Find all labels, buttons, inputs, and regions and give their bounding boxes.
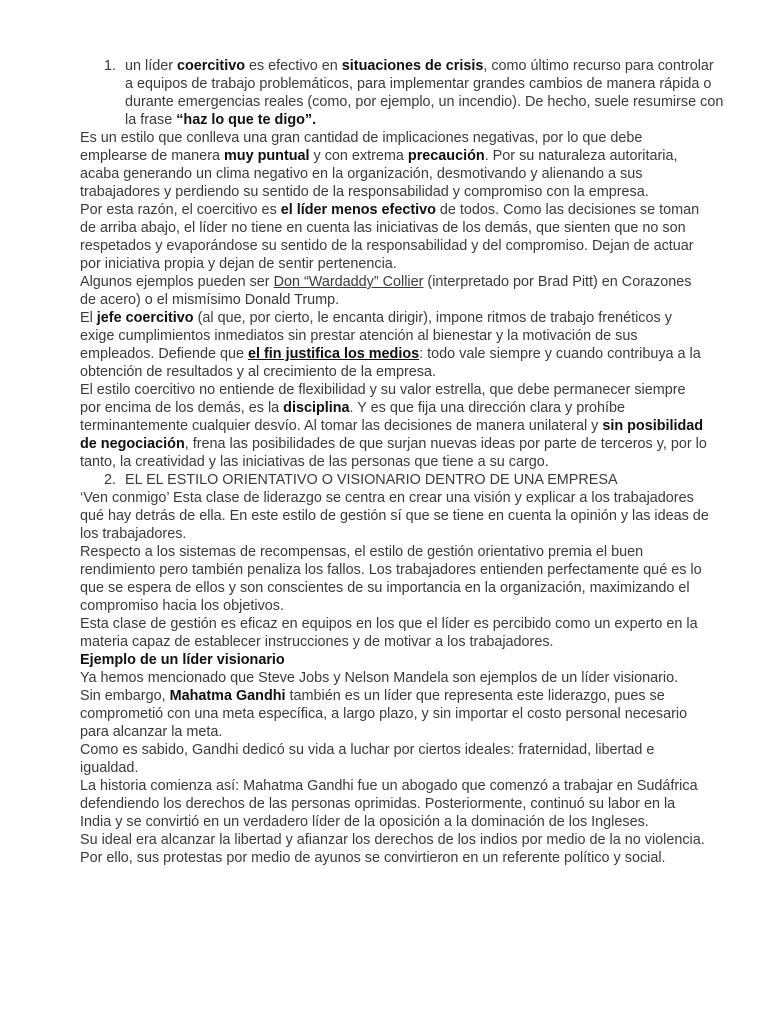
- paragraph-least-effective: Por esta razón, el coercitivo es el líder menos efectivo de todos. Como las decisiones se toman de arriba abajo, el líder no tiene en cuenta las iniciativas de los demás, que sienten que no son respetados y evaporándose su sentido de la responsabilidad y del compromiso. Dejan de actuar por iniciativa propia y dejan de sentir pertenencia.: [80, 202, 700, 272]
- paragraph-effective-teams: Esta clase de gestión es eficaz en equipos en los que el líder es percibido como un experto en la materia capaz de establecer instrucciones y de motivar a los trabajadores.: [80, 616, 698, 650]
- paragraph-examples: Algunos ejemplos pueden ser Don “Wardaddy” Collier (interpretado por Brad Pitt) en Corazones de acero) o el mismísimo Donald Trump.: [80, 274, 692, 308]
- paragraph-discipline: El estilo coercitivo no entiende de flexibilidad y su valor estrella, que debe permanecer siempre por encima de los demás, es la disciplina. Y es que fija una dirección clara y prohíbe terminantemente cualquier desvío. Al tomar las decisiones de manera unilateral y sin posibilidad de negociación, frena las posibilidades de que surjan nuevas ideas por parte de terceros y, por lo tanto, la creatividad y las iniciativas de las personas que tiene a su cargo.: [80, 382, 707, 470]
- paragraph-ven-conmigo: ‘Ven conmigo’ Esta clase de liderazgo se centra en crear una visión y explicar a los trabajadores qué hay detrás de ella. En este estilo de gestión sí que se tiene en cuenta la opinión y las ideas de los trabajadores.: [80, 490, 709, 542]
- document-body: [80, 129, 710, 867]
- paragraph-history: La historia comienza así: Mahatma Gandhi fue un abogado que comenzó a trabajar en Sudáfrica defendiendo los derechos de las personas oprimidas. Posteriormente, continuó su labor en la India y se convirtió en un verdadero líder de la oposición a la dominación de los Ingleses.: [80, 778, 698, 830]
- paragraph-coercive-boss: El jefe coercitivo (al que, por cierto, le encanta dirigir), impone ritmos de trabajo frenéticos y exige cumplimientos inmediatos sin prestar atención al bienestar y la motivación de sus empleados. Defiende que el fin justifica los medios: todo vale siempre y cuando contribuya a la obtención de resultados y al crecimiento de la empresa.: [80, 310, 701, 380]
- section-heading: Ejemplo de un líder visionario: [80, 652, 285, 668]
- list-number-1: 1.: [104, 58, 117, 74]
- paragraph-gandhi: Sin embargo, Mahatma Gandhi también es un líder que representa este liderazgo, pues se comprometió con una meta específica, a largo plazo, y sin importar el costo personal necesario para alcanzar la meta.: [80, 688, 688, 740]
- collier-link[interactable]: Don “Wardaddy” Collier: [273, 274, 424, 290]
- paragraph-non-violence: Su ideal era alcanzar la libertad y afianzar los derechos de los indios por medio de la no violencia. Por ello, sus protestas por medio de ayunos se convirtieron en un referente político y social.: [80, 832, 705, 866]
- paragraph-ideals: Como es sabido, Gandhi dedicó su vida a luchar por ciertos ideales: fraternidad, libertad e igualdad.: [80, 742, 655, 776]
- list-item-coercive-leader: un líder coercitivo es efectivo en situaciones de crisis, como último recurso para controlar a equipos de trabajo problemáticos, para implementar grandes cambios de manera rápida o durante emergencias reales (como, por ejemplo, un incendio). De hecho, suele resumirse con la frase “haz lo que te digo”.: [125, 58, 724, 128]
- list-number-2: 2.: [104, 472, 117, 488]
- paragraph-negative-implications: Es un estilo que conlleva una gran cantidad de implicaciones negativas, por lo que debe emplearse de manera muy puntual y con extrema precaución. Por su naturaleza autoritaria, acaba generando un clima negativo en la organización, desmotivando y alienando a sus trabajadores y perdiendo su sentido de la responsabilidad y compromiso con la empresa.: [80, 130, 678, 200]
- paragraph-rewards: Respecto a los sistemas de recompensas, el estilo de gestión orientativo premia el buen rendimiento pero también penaliza los fallos. Los trabajadores entienden perfectamente qué es lo que se espera de ellos y son conscientes de su importancia en la organización, maximizando el compromiso hacia los objetivos.: [80, 544, 702, 614]
- list-item-visionary-style: 2. EL EL ESTILO ORIENTATIVO O VISIONARIO DENTRO DE UNA EMPRESA: [104, 472, 618, 488]
- paragraph-jobs-mandela: Ya hemos mencionado que Steve Jobs y Nelson Mandela son ejemplos de un líder visionario.: [80, 670, 679, 686]
- ends-justify-means-link[interactable]: el fin justifica los medios: [248, 346, 420, 362]
